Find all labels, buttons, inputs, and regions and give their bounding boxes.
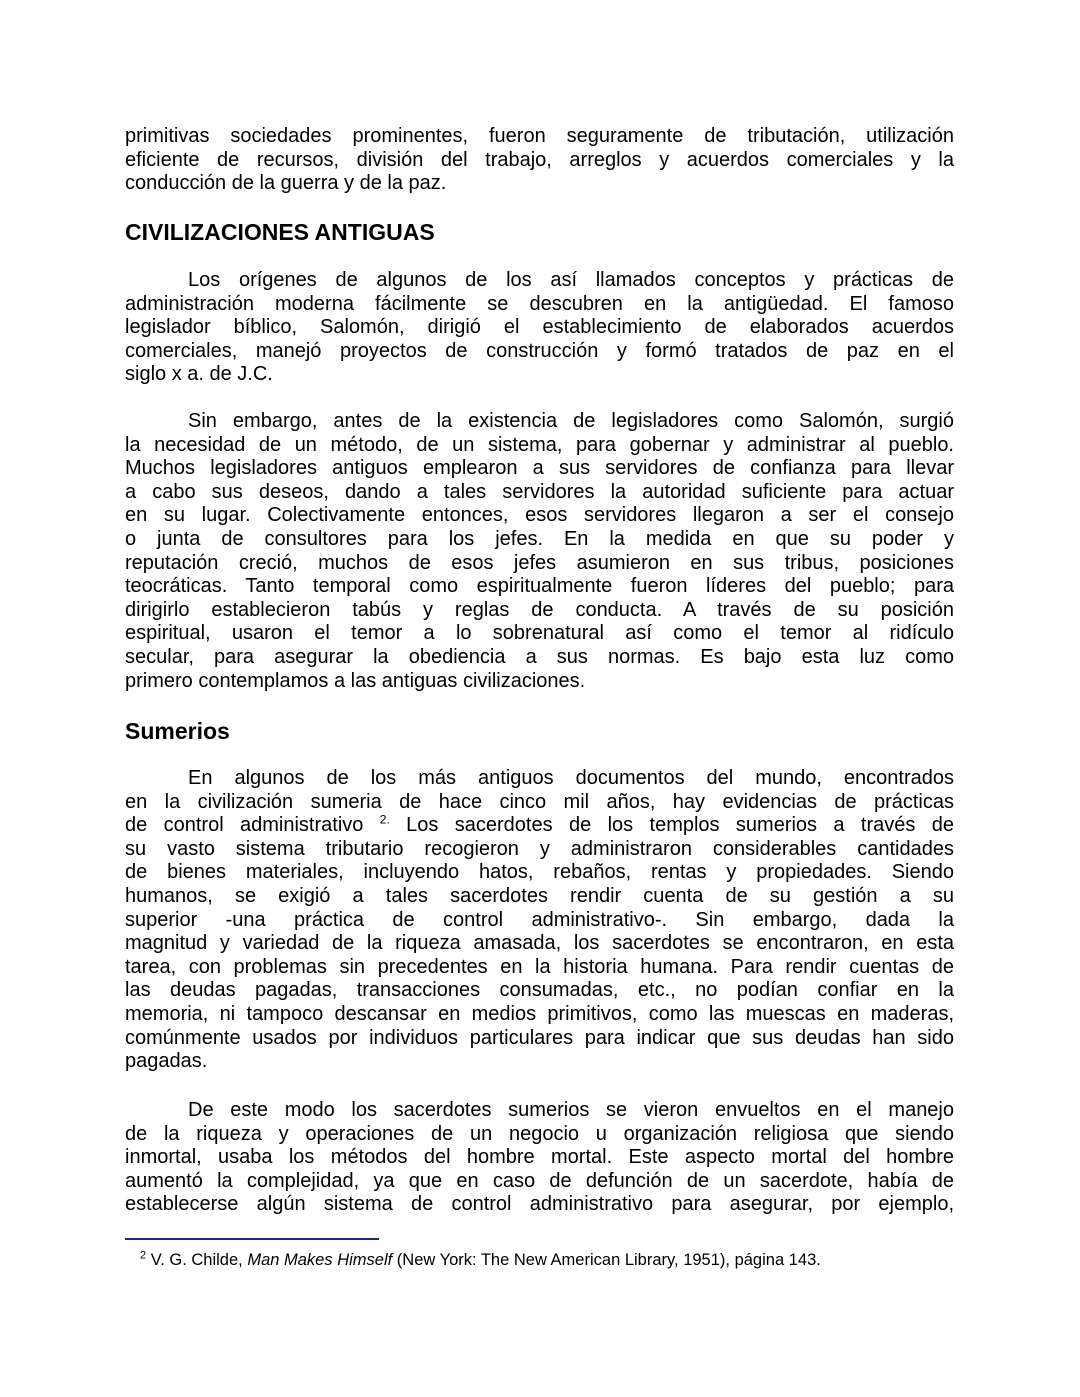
footnote <box>140 1251 821 1270</box>
paragraph-line: secular, para asegurar la obediencia a sus normas. Es bajo esta luz como <box>125 645 954 668</box>
paragraph-line: superior -una práctica de control administrativo-. Sin embargo, dada la <box>125 908 954 931</box>
paragraph-line: legislador bíblico, Salomón, dirigió el establecimiento de elaborados acuerdos <box>125 316 954 339</box>
paragraph-line: la necesidad de un método, de un sistema, para gobernar y administrar al pueblo. <box>125 433 954 456</box>
paragraph-line: o junta de consultores para los jefes. En la medida en que su poder y <box>125 527 954 550</box>
paragraph-line: humanos, se exigió a tales sacerdotes rendir cuenta de su gestión a su <box>125 884 954 907</box>
paragraph-line: inmortal, usaba los métodos del hombre mortal. Este aspecto mortal del hombre <box>125 1146 954 1169</box>
paragraph-origenes <box>125 269 954 387</box>
paragraph-line: de bienes materiales, incluyendo hatos, rebaños, rentas y propiedades. Siendo <box>125 861 954 884</box>
paragraph-line: De este modo los sacerdotes sumerios se vieron envueltos en el manejo <box>188 1099 954 1121</box>
paragraph-sumerios <box>125 767 954 1074</box>
paragraph-line: aumentó la complejidad, ya que en caso de defunción de un sacerdote, había de <box>125 1169 954 1192</box>
paragraph-line: magnitud y variedad de la riqueza amasada, los sacerdotes se encontraron, en esta <box>125 932 954 955</box>
paragraph-line: dirigirlo establecieron tabús y reglas de conducta. A través de su posición <box>125 598 954 621</box>
paragraph-line: Sin embargo, antes de la existencia de legisladores como Salomón, surgió <box>188 410 954 432</box>
paragraph-line: en su lugar. Colectivamente entonces, esos servidores llegaron a ser el consejo <box>125 504 954 527</box>
paragraph-line: establecerse algún sistema de control administrativo para asegurar, por ejemplo, <box>125 1193 954 1216</box>
paragraph-line <box>125 814 954 838</box>
paragraph-line: administración moderna fácilmente se descubren en la antigüedad. El famoso <box>125 292 954 315</box>
paragraph-line: primero contemplamos a las antiguas civilizaciones. <box>125 669 586 692</box>
paragraph-line: siglo x a. de J.C. <box>125 363 273 386</box>
paragraph-line: tarea, con problemas sin precedentes en la historia humana. Para rendir cuentas de <box>125 955 954 978</box>
paragraph-line: Los orígenes de algunos de los así llamados conceptos y prácticas de <box>188 269 954 291</box>
footnote-separator <box>125 1238 379 1240</box>
paragraph-line: teocráticas. Tanto temporal como espiritualmente fueron líderes del pueblo; para <box>125 575 954 598</box>
heading-sumerios: Sumerios <box>125 718 230 744</box>
paragraph-line: comerciales, manejó proyectos de construcción y formó tratados de paz en el <box>125 339 954 362</box>
paragraph-line: memoria, ni tampoco descansar en medios primitivos, como las muescas en maderas, <box>125 1002 954 1025</box>
footnote-mark: 2 <box>140 1249 147 1262</box>
paragraph-line: su vasto sistema tributario recogieron y administraron considerables cantidades <box>125 837 954 860</box>
paragraph-line: a cabo sus deseos, dando a tales servidores la autoridad suficiente para actuar <box>125 480 954 503</box>
footnote-text: (New York: The New American Library, 1951), página 143. <box>392 1251 821 1269</box>
heading-civilizaciones-antiguas: CIVILIZACIONES ANTIGUAS <box>125 219 435 245</box>
paragraph-intro <box>125 125 954 196</box>
paragraph-line: primitivas sociedades prominentes, fueron seguramente de tributación, utilización <box>125 125 954 147</box>
paragraph-line: en la civilización sumeria de hace cinco mil años, hay evidencias de prácticas <box>125 790 954 813</box>
paragraph-line: Muchos legisladores antiguos emplearon a sus servidores de confianza para llevar <box>125 457 954 480</box>
paragraph-line: eficiente de recursos, división del trabajo, arreglos y acuerdos comerciales y la <box>125 148 954 171</box>
paragraph-line: comúnmente usados por individuos particulares para indicar que sus deudas han sido <box>125 1026 954 1049</box>
paragraph-line: las deudas pagadas, transacciones consumadas, etc., no podían confiar en la <box>125 979 954 1002</box>
paragraph-line: de la riqueza y operaciones de un negocio u organización religiosa que siendo <box>125 1122 954 1145</box>
footnote-reference[interactable]: 2. <box>379 812 390 827</box>
paragraph-line: En algunos de los más antiguos documentos del mundo, encontrados <box>188 767 954 789</box>
text: Los sacerdotes de los templos sumerios a través de <box>389 814 954 837</box>
paragraph-sin-embargo <box>125 410 954 693</box>
paragraph-line: pagadas. <box>125 1050 208 1073</box>
text: de control administrativo <box>125 814 380 837</box>
paragraph-line: espiritual, usaron el temor a lo sobrenatural así como el temor al ridículo <box>125 622 954 645</box>
footnote-book-title: Man Makes Himself <box>247 1251 393 1269</box>
paragraph-de-este-modo <box>125 1099 954 1217</box>
paragraph-line: conducción de la guerra y de la paz. <box>125 172 447 195</box>
paragraph-line: reputación creció, muchos de esos jefes asumieron en sus tribus, posiciones <box>125 551 954 574</box>
footnote-text: V. G. Childe, <box>146 1251 248 1269</box>
